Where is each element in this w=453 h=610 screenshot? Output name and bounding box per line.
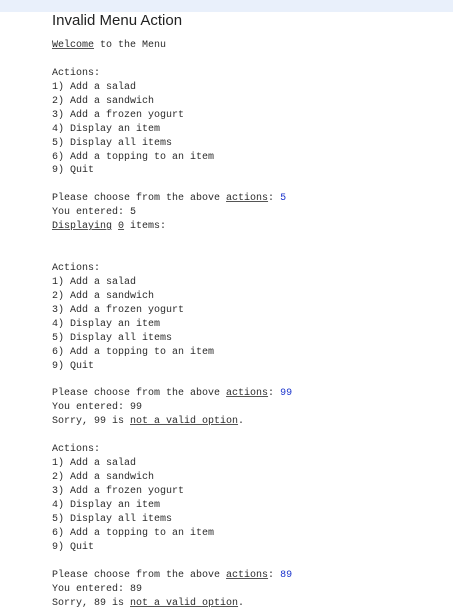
menu-item-4: 4) Display an item (52, 123, 161, 135)
blank-line (52, 178, 292, 192)
menu-item-4: 4) Display an item (52, 318, 161, 330)
prompt-text: Please choose from the above (52, 569, 227, 581)
actions-header: Actions: (52, 263, 101, 274)
error-period: . (238, 597, 245, 609)
console-output (52, 39, 292, 610)
menu-item-6: 6) Add a topping to an item (52, 527, 215, 539)
prompt-actions-word: actions (226, 569, 269, 581)
prompt-colon: : (268, 388, 281, 400)
menu-item-1: 1) Add a salad (52, 81, 137, 93)
displaying-line (52, 220, 292, 234)
blank-line (52, 248, 292, 262)
prompt-actions-word: actions (226, 193, 269, 205)
prompt-line (52, 387, 292, 401)
prompt-colon: : (268, 569, 281, 581)
blank-line (52, 53, 292, 67)
prompt-text: Please choose from the above (52, 193, 227, 205)
error-invalid-phrase: not a valid option (130, 597, 239, 609)
error-line (52, 597, 292, 610)
blank-line (52, 555, 292, 569)
prompt-line (52, 192, 292, 206)
displaying-count: 0 (118, 221, 125, 233)
entered-line: You entered: 5 (52, 207, 137, 219)
error-period: . (238, 416, 245, 428)
menu-item-5: 5) Display all items (52, 513, 173, 525)
entered-line: You entered: 89 (52, 583, 143, 595)
welcome-line (52, 39, 292, 53)
error-prefix: Sorry, 99 is (52, 416, 131, 428)
user-input: 89 (280, 569, 293, 581)
menu-item-2: 2) Add a sandwich (52, 95, 155, 107)
menu-item-9: 9) Quit (52, 541, 95, 553)
displaying-word: Displaying (52, 221, 113, 233)
error-prefix: Sorry, 89 is (52, 597, 131, 609)
menu-item-2: 2) Add a sandwich (52, 472, 155, 484)
menu-item-5: 5) Display all items (52, 332, 173, 344)
menu-item-5: 5) Display all items (52, 137, 173, 149)
menu-item-3: 3) Add a frozen yogurt (52, 304, 185, 316)
menu-item-9: 9) Quit (52, 165, 95, 177)
top-strip (0, 0, 453, 12)
menu-item-1: 1) Add a salad (52, 458, 137, 470)
menu-item-3: 3) Add a frozen yogurt (52, 109, 185, 121)
blank-line (52, 374, 292, 388)
menu-item-6: 6) Add a topping to an item (52, 346, 215, 358)
menu-item-1: 1) Add a salad (52, 276, 137, 288)
actions-header: Actions: (52, 67, 101, 79)
prompt-line (52, 569, 292, 583)
page-title: Invalid Menu Action (52, 12, 183, 29)
welcome-rest: to the Menu (94, 40, 167, 51)
welcome-word: Welcome (52, 40, 95, 51)
entered-line: You entered: 99 (52, 402, 143, 414)
error-invalid-phrase: not a valid option (130, 416, 239, 428)
user-input: 5 (280, 193, 287, 205)
prompt-colon: : (268, 193, 281, 205)
menu-item-9: 9) Quit (52, 360, 95, 372)
menu-item-6: 6) Add a topping to an item (52, 151, 215, 163)
displaying-rest: items: (124, 221, 167, 233)
menu-item-2: 2) Add a sandwich (52, 290, 155, 302)
actions-header: Actions: (52, 444, 101, 456)
user-input: 99 (280, 388, 293, 400)
error-line (52, 415, 292, 429)
prompt-text: Please choose from the above (52, 388, 227, 400)
menu-item-3: 3) Add a frozen yogurt (52, 486, 185, 497)
blank-line (52, 234, 292, 248)
menu-item-4: 4) Display an item (52, 499, 161, 511)
blank-line (52, 429, 292, 443)
prompt-actions-word: actions (226, 388, 269, 400)
